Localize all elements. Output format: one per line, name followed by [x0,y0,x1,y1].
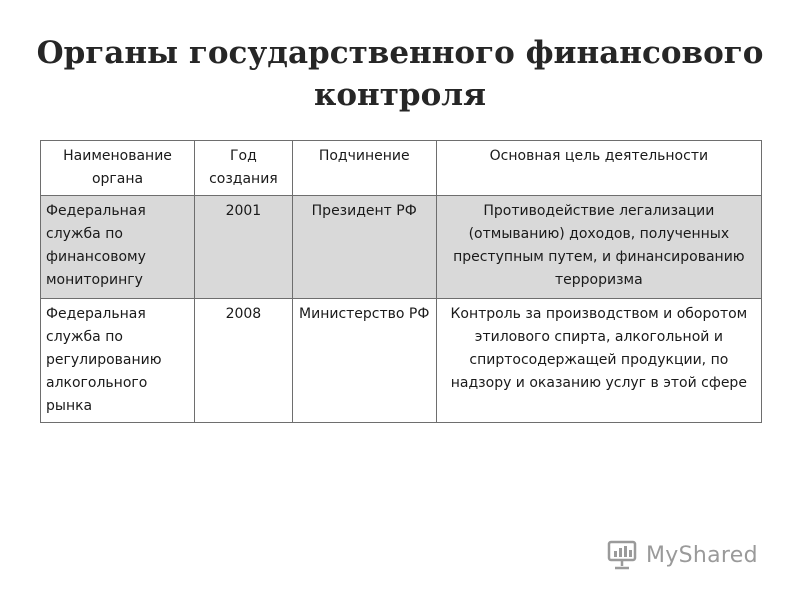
cell-name: Федеральная служба по финансовому мониторингу [41,196,195,299]
header-year: Год создания [195,141,293,196]
cell-subordination: Министерство РФ [292,299,436,423]
slide-title-line-1: Органы государственного финансового [36,35,764,71]
cell-goal: Противодействие легализации (отмыванию) доходов, полученных преступным путем, и финансированию терроризма [436,196,761,299]
header-goal: Основная цель деятельности [436,141,761,196]
header-name: Наименование органа [41,141,195,196]
watermark-text: MyShared [646,542,758,568]
cell-year: 2001 [195,196,293,299]
header-subordination: Подчинение [292,141,436,196]
watermark[interactable] [606,538,776,572]
table-header-row [41,141,762,196]
cell-name: Федеральная служба по регулированию алкогольного рынка [41,299,195,423]
slide-title-line-2: контроля [313,77,487,113]
cell-subordination: Президент РФ [292,196,436,299]
table-row [41,299,762,423]
cell-year: 2008 [195,299,293,423]
myshared-logo-icon [606,538,640,572]
financial-control-table [40,140,762,423]
slide-title [0,32,800,116]
table-row [41,196,762,299]
cell-goal: Контроль за производством и оборотом этилового спирта, алкогольной и спиртосодержащей продукции, по надзору и оказанию услуг в этой сфере [436,299,761,423]
